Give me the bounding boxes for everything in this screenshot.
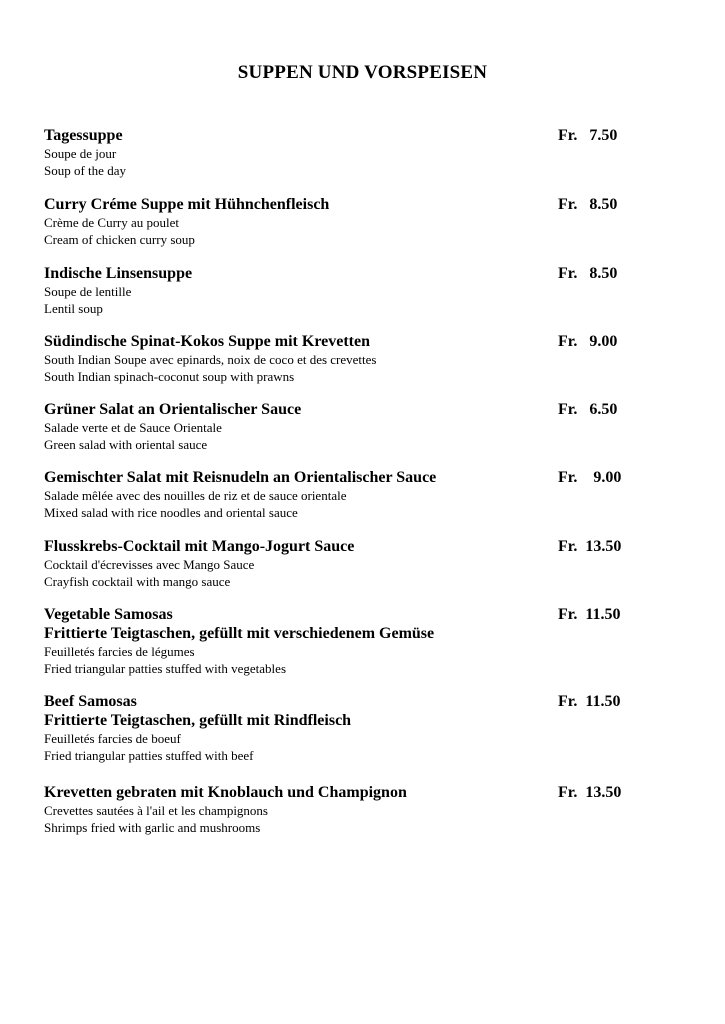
menu-item-beef-samosas [44,692,644,764]
menu-item-curry-soup [44,195,644,248]
item-desc-fr: South Indian Soupe avec epinards, noix de coco et des crevettes [44,352,377,367]
menu-item-tagessuppe [44,126,644,179]
item-price: Fr. 8.50 [558,196,618,213]
item-desc-fr: Cocktail d'écrevisses avec Mango Sauce [44,557,255,572]
item-desc-fr: Feuilletés farcies de légumes [44,644,195,659]
item-title: Gemischter Salat mit Reisnudeln an Orientalischer Sauce [44,469,437,486]
item-desc-en: Shrimps fried with garlic and mushrooms [44,820,261,835]
item-title: Curry Créme Suppe mit Hühnchenfleisch [44,196,330,213]
menu-item-spinach-coconut-soup [44,332,644,385]
menu-item-lentil-soup [44,264,644,317]
item-title: Krevetten gebraten mit Knoblauch und Champignon [44,784,407,801]
item-desc-en: Soup of the day [44,163,126,178]
item-desc-fr: Feuilletés farcies de boeuf [44,731,181,746]
item-title: Tagessuppe [44,127,123,144]
menu-item-shrimps-garlic [44,783,644,836]
item-title: Südindische Spinat-Kokos Suppe mit Krevetten [44,333,370,350]
page-title: SUPPEN UND VORSPEISEN [237,62,488,83]
item-desc-en: South Indian spinach-coconut soup with prawns [44,369,295,384]
item-title: Flusskrebs-Cocktail mit Mango-Jogurt Sauce [44,538,355,555]
item-desc-fr: Salade verte et de Sauce Orientale [44,420,222,435]
item-desc-en: Green salad with oriental sauce [44,437,208,452]
item-desc-en: Fried triangular patties stuffed with vegetables [44,661,286,676]
item-price: Fr. 7.50 [558,127,618,144]
item-price: Fr. 11.50 [558,606,621,623]
item-desc-en: Cream of chicken curry soup [44,232,195,247]
item-title: Beef Samosas [44,693,137,710]
item-price: Fr. 9.00 [558,469,622,486]
item-title: Vegetable Samosas [44,606,173,623]
item-subtitle: Frittierte Teigtaschen, gefüllt mit verschiedenem Gemüse [44,625,435,642]
item-desc-en: Mixed salad with rice noodles and oriental sauce [44,505,298,520]
item-title: Grüner Salat an Orientalischer Sauce [44,401,302,418]
item-desc-fr: Soupe de lentille [44,284,132,299]
item-desc-en: Crayfish cocktail with mango sauce [44,574,231,589]
menu-item-crayfish-cocktail [44,537,644,590]
item-desc-fr: Crevettes sautées à l'ail et les champignons [44,803,268,818]
item-price: Fr. 13.50 [558,784,622,801]
menu-item-vegetable-samosas [44,605,644,677]
item-title: Indische Linsensuppe [44,265,193,282]
item-desc-fr: Crème de Curry au poulet [44,215,180,230]
item-desc-en: Fried triangular patties stuffed with beef [44,748,254,763]
menu-item-green-salad [44,400,644,453]
item-desc-en: Lentil soup [44,301,103,316]
item-subtitle: Frittierte Teigtaschen, gefüllt mit Rindfleisch [44,712,352,729]
item-price: Fr. 6.50 [558,401,618,418]
item-desc-fr: Soupe de jour [44,146,117,161]
item-price: Fr. 13.50 [558,538,622,555]
item-desc-fr: Salade mêlée avec des nouilles de riz et de sauce orientale [44,488,347,503]
item-price: Fr. 8.50 [558,265,618,282]
menu-item-mixed-salad [44,468,644,521]
item-price: Fr. 11.50 [558,693,621,710]
item-price: Fr. 9.00 [558,333,618,350]
